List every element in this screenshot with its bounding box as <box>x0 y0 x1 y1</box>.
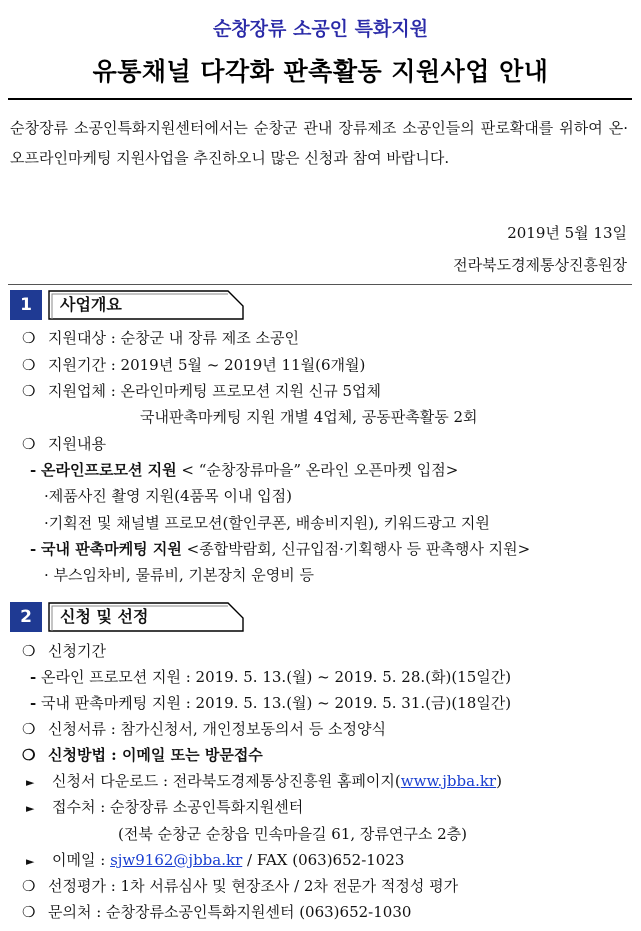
dash-bullet-icon: - <box>30 461 37 479</box>
domestic-subitem-costs: · 부스임차비, 물류비, 기본장치 운영비 등 <box>44 566 314 584</box>
apply-period-item <box>22 638 106 664</box>
arrow-bullet-icon: ► <box>26 855 35 868</box>
documents-item <box>22 716 386 742</box>
domestic-period-text: 국내 판촉마케팅 지원 : 2019. 5. 13.(월) ~ 2019. 5. 31.(금)(18일간) <box>41 694 512 712</box>
circle-bullet-icon: ❍ <box>22 435 36 453</box>
document-title: 유통채널 다각화 판촉활동 지원사업 안내 <box>92 57 549 86</box>
support-target-text: 지원대상 : 순창군 내 장류 제조 소공인 <box>48 329 300 347</box>
support-companies-continuation: 국내판촉마케팅 지원 개별 4업체, 공동판촉활동 2회 <box>140 408 478 426</box>
support-period-item <box>22 352 365 378</box>
download-text: 신청서 다운로드 : 전라북도경제통상진흥원 홈페이지( <box>52 772 401 790</box>
download-text-end: ) <box>496 772 502 790</box>
circle-bullet-icon: ❍ <box>22 382 36 400</box>
method-item <box>22 742 263 768</box>
section-2-number: 2 <box>10 602 42 632</box>
document-subtitle: 순창장류 소공인 특화지원 <box>212 18 429 40</box>
section-2-title: 신청 및 선정 <box>60 607 149 626</box>
support-content-text: 지원내용 <box>48 435 106 453</box>
domestic-marketing-item <box>30 536 530 562</box>
domestic-marketing-label: 국내 판촉마케팅 지원 <box>41 540 182 558</box>
online-subitem-promotion: ·기획전 및 채널별 프로모션(할인쿠폰, 배송비지원), 키워드광고 지원 <box>44 514 490 532</box>
homepage-link[interactable]: www.jbba.kr <box>400 772 497 790</box>
method-text: 신청방법 : 이메일 또는 방문접수 <box>48 746 263 764</box>
dash-bullet-icon: - <box>30 668 37 686</box>
inquiry-item <box>22 899 411 925</box>
office-item <box>26 794 303 822</box>
section-2-label-box <box>48 602 244 632</box>
arrow-bullet-icon: ► <box>26 776 35 789</box>
section-1-label-box <box>48 290 244 320</box>
documents-text: 신청서류 : 참가신청서, 개인정보동의서 등 소정양식 <box>48 720 386 738</box>
middle-divider <box>8 284 632 285</box>
online-period-item <box>30 664 511 690</box>
section-1-number: 1 <box>10 290 42 320</box>
online-promotion-label: 온라인프로모션 지원 <box>41 461 177 479</box>
support-content-item <box>22 431 106 457</box>
top-divider <box>8 98 632 100</box>
domestic-period-item <box>30 690 511 716</box>
email-item <box>26 847 404 875</box>
circle-bullet-icon: ❍ <box>22 877 36 895</box>
office-address: (전북 순창군 순창읍 민속마을길 61, 장류연구소 2층) <box>118 825 468 843</box>
arrow-bullet-icon: ► <box>26 802 35 815</box>
circle-bullet-icon: ❍ <box>22 903 36 921</box>
issuing-organization: 전라북도경제통상진흥원장 <box>453 256 627 274</box>
support-companies-text: 지원업체 : 온라인마케팅 프로모션 지원 신규 5업체 <box>48 382 382 400</box>
circle-bullet-icon: ❍ <box>22 746 36 764</box>
online-promotion-item <box>30 457 458 483</box>
download-item <box>26 768 502 796</box>
fax-text: / FAX (063)652-1023 <box>242 851 405 869</box>
circle-bullet-icon: ❍ <box>22 642 36 660</box>
intro-paragraph: 순창장류 소공인특화지원센터에서는 순창군 관내 장류제조 소공인들의 판로확대를 위하여 온·오프라인마케팅 지원사업을 추진하오니 많은 신청과 참여 바랍니다. <box>10 119 628 167</box>
office-text: 접수처 : 순창장류 소공인특화지원센터 <box>52 798 304 816</box>
support-period-text: 지원기간 : 2019년 5월 ~ 2019년 11월(6개월) <box>48 356 366 374</box>
dash-bullet-icon: - <box>30 694 37 712</box>
circle-bullet-icon: ❍ <box>22 329 36 347</box>
email-link[interactable]: sjw9162@jbba.kr <box>110 851 243 869</box>
evaluation-text: 선정평가 : 1차 서류심사 및 현장조사 / 2차 전문가 적정성 평가 <box>48 877 459 895</box>
dash-bullet-icon: - <box>30 540 37 558</box>
online-period-text: 온라인 프로모션 지원 : 2019. 5. 13.(월) ~ 2019. 5. 28.(화)(15일간) <box>41 668 512 686</box>
domestic-marketing-detail: <종합박람회, 신규입점·기획행사 등 판촉행사 지원> <box>181 540 531 558</box>
issue-date: 2019년 5월 13일 <box>507 224 627 242</box>
apply-period-text: 신청기간 <box>48 642 106 660</box>
online-subitem-photo: ·제품사진 촬영 지원(4품목 이내 입점) <box>44 487 292 505</box>
evaluation-item <box>22 873 458 899</box>
section-1-title: 사업개요 <box>60 295 122 314</box>
email-label: 이메일 : <box>52 851 111 869</box>
circle-bullet-icon: ❍ <box>22 356 36 374</box>
online-promotion-detail: < “순창장류마을” 온라인 오픈마켓 입점> <box>176 461 459 479</box>
inquiry-text: 문의처 : 순창장류소공인특화지원센터 (063)652-1030 <box>48 903 412 921</box>
support-companies-item <box>22 378 381 404</box>
circle-bullet-icon: ❍ <box>22 720 36 738</box>
support-target-item <box>22 325 299 351</box>
